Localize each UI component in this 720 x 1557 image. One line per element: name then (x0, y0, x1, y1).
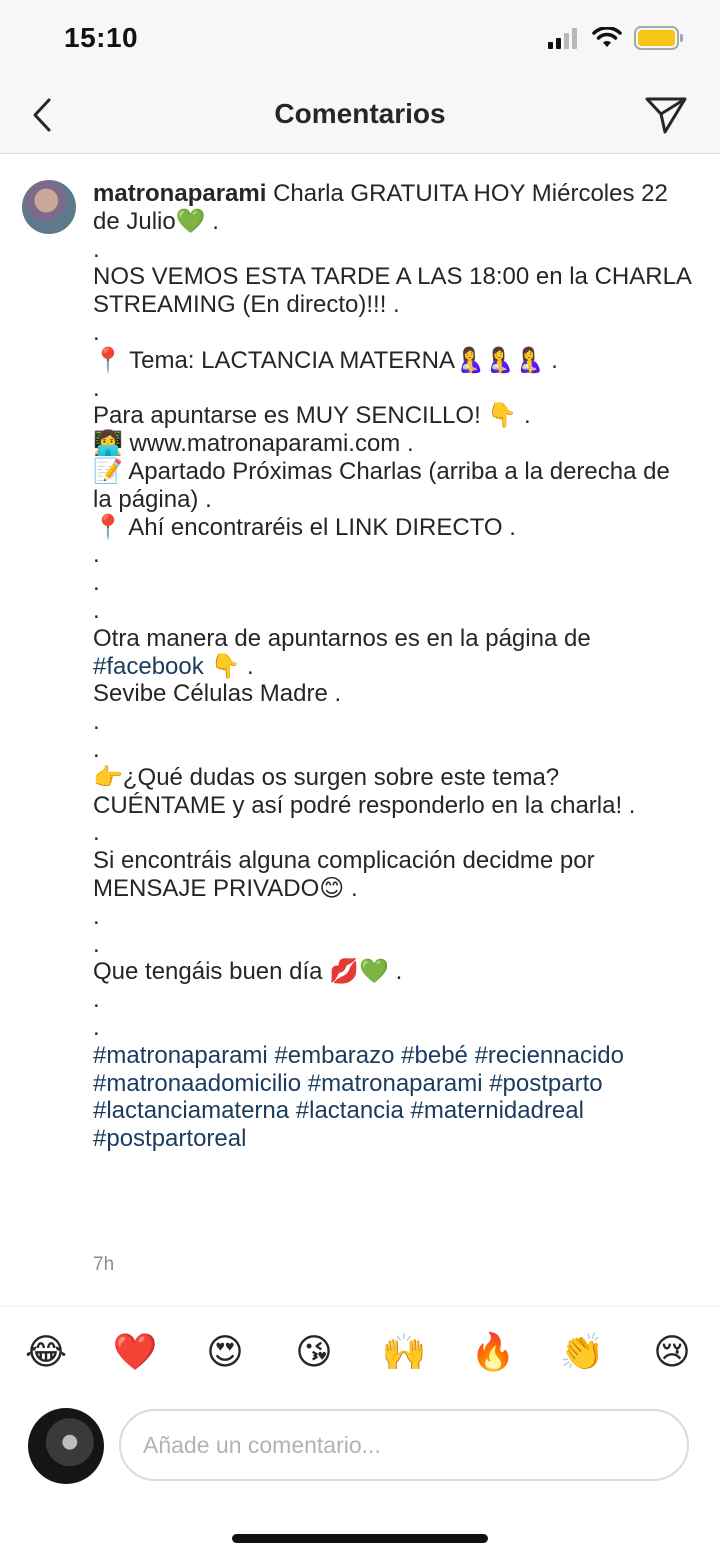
emoji-clap-button[interactable]: 👏 (559, 1331, 605, 1372)
avatar[interactable] (22, 180, 76, 234)
battery-icon (634, 26, 684, 55)
status-bar (0, 0, 720, 80)
avatar (28, 1408, 104, 1484)
emoji-heart-button[interactable]: ❤️ (112, 1331, 158, 1372)
signal-icon (548, 27, 580, 54)
status-time: 15:10 (64, 22, 139, 53)
divider (0, 1306, 720, 1307)
hashtag-link[interactable]: #facebook (93, 652, 204, 680)
emoji-raised-hands-button[interactable]: 🙌 (381, 1331, 427, 1372)
username[interactable]: matronaparami (93, 180, 267, 207)
send-icon (644, 95, 688, 135)
nav-bar (0, 80, 720, 154)
hashtag-line[interactable]: #postpartoreal (93, 1125, 247, 1153)
hashtag-line[interactable]: #lactanciamaterna #lactancia #maternidadreal (93, 1097, 584, 1125)
status-icons (548, 26, 684, 55)
wifi-icon (592, 27, 622, 54)
page-title: Comentarios (274, 98, 446, 129)
comment-timestamp: 7h (93, 1254, 115, 1275)
comment-input[interactable] (119, 1409, 689, 1481)
share-button[interactable] (642, 92, 690, 138)
emoji-laugh-button[interactable]: 😂 (24, 1331, 68, 1372)
emoji-cry-button[interactable]: 😢 (653, 1331, 691, 1372)
emoji-heart-eyes-button[interactable]: 😍 (206, 1331, 244, 1372)
emoji-kiss-button[interactable]: 😘 (295, 1331, 333, 1372)
hashtag-line[interactable]: #matronaparami #embarazo #bebé #reciennacido (93, 1041, 624, 1069)
emoji-bar (0, 1327, 720, 1383)
home-indicator[interactable] (232, 1534, 488, 1543)
emoji-fire-button[interactable]: 🔥 (470, 1331, 516, 1372)
hashtag-line[interactable]: #matronaadomicilio #matronaparami #postparto (93, 1069, 603, 1097)
comment-text: matronaparami Charla GRATUITA HOY Miércoles 22 de Julio💚 . . NOS VEMOS ESTA TARDE A LAS 18:00 en la CHARLA STREAMING (En directo)!!! . . 📍 Tema: LACTANCIA MATERNA🤱🤱🤱 . . Para apuntarse es MUY SENCILLO! 👇 . 👩‍💻 www.matronaparami.com . 📝 Apartado Próximas Charlas (arriba a la derecha de la página) . 📍 Ahí encontraréis el LINK DIRECTO . . . . Otra manera de apuntarnos es en la página de #facebook 👇 . Sevibe Células Madre . . . 👉¿Qué dudas os surgen sobre este tema? CUÉNTAME y así podré responderlo en la charla! . . Si encontráis alguna complicación decidme por MENSAJE PRIVADO😊 . . . Que tengáis buen día 💋💚 . . . #matronaparami #embarazo #bebé #reciennacido #matronaadomicilio #matronaparami #postparto #lactanciamaterna #lactancia #maternidadreal #postpartoreal (93, 180, 703, 1153)
